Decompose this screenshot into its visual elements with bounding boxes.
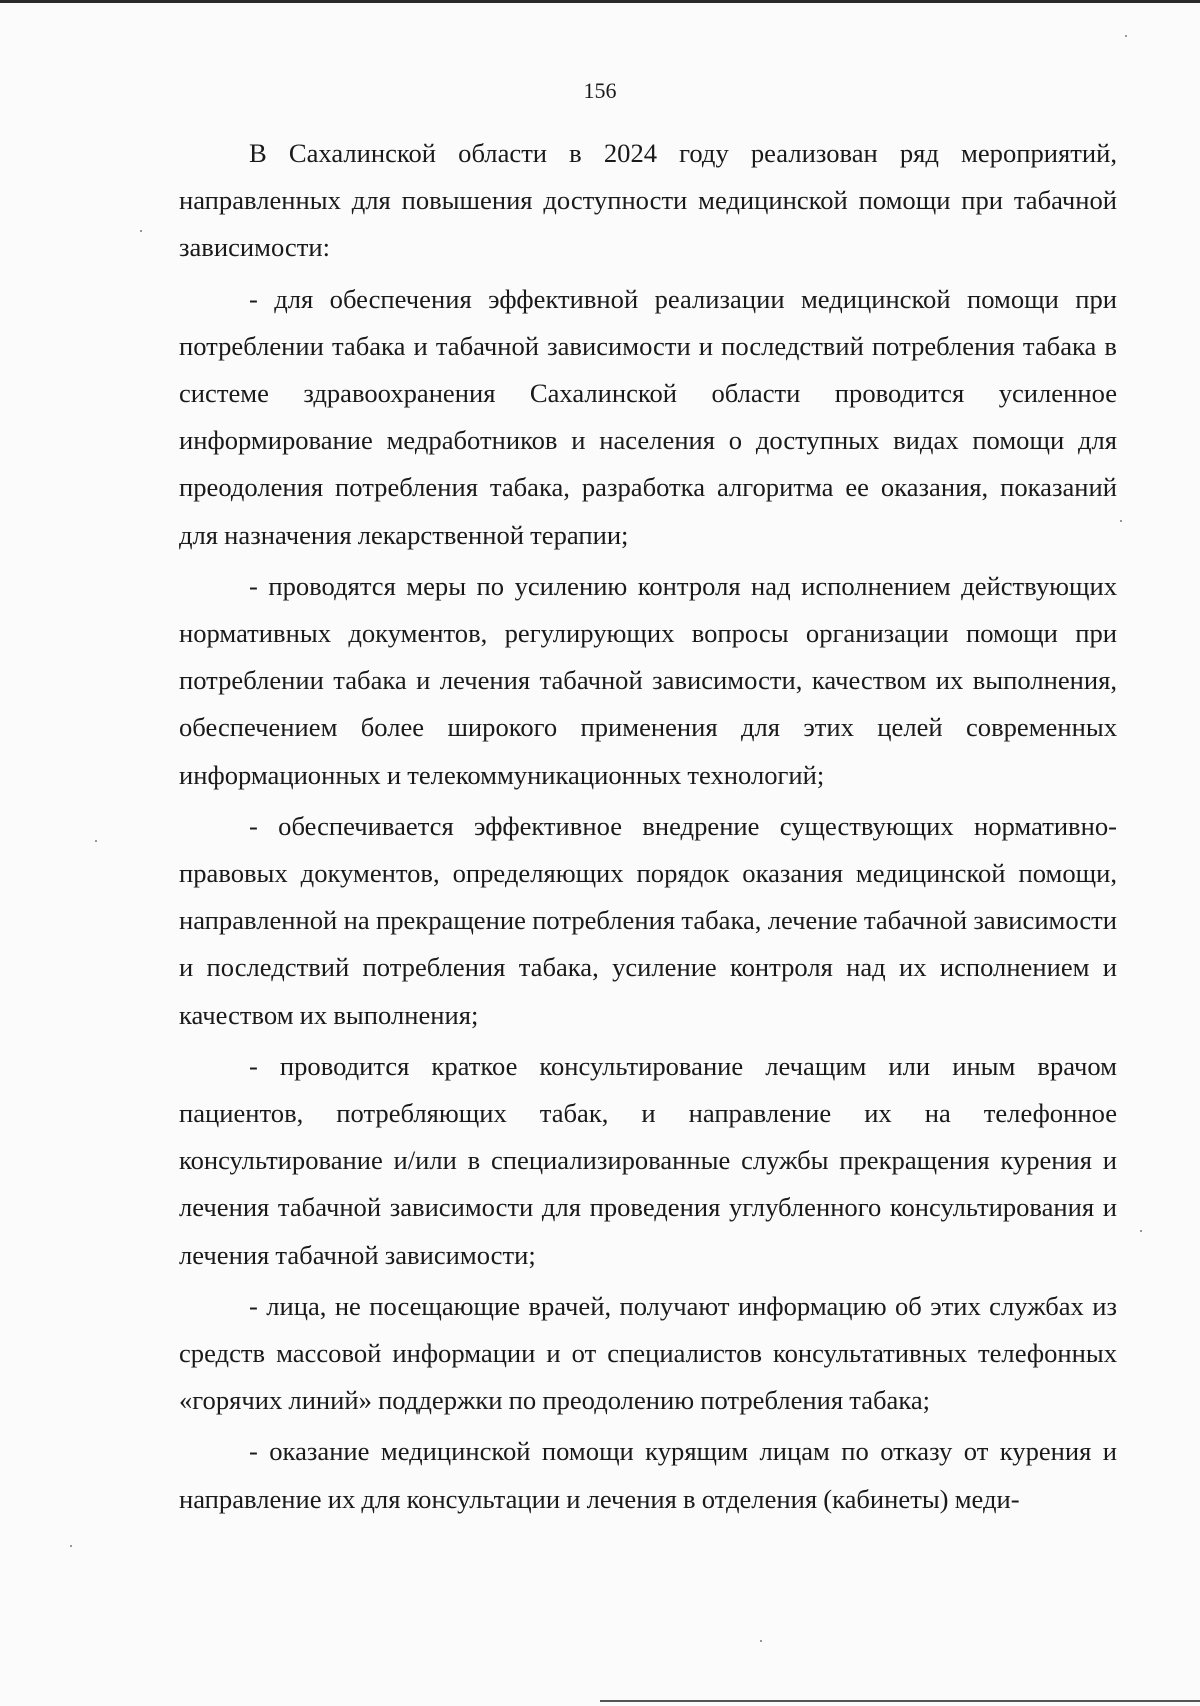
scan-speck	[760, 1640, 762, 1642]
paragraph-item: - проводится краткое консультирование лечащим или иным врачом пациентов, потребляющих табак, и направление их на телефонное консультирование и/или в специализированные службы прекращения курения и лечения табачной зависимости для проведения углубленного консультирования и лечения табачной зависимости;	[179, 1050, 1117, 1270]
page-bottom-edge	[600, 1700, 1200, 1702]
scan-speck	[140, 230, 142, 232]
body-text	[179, 130, 1117, 1527]
page-top-edge	[0, 0, 1200, 3]
scan-speck	[1125, 35, 1127, 37]
paragraph-item: - оказание медицинской помощи курящим лицам по отказу от курения и направление их для консультации и лечения в отделения (кабинеты) меди-	[179, 1436, 1117, 1514]
paragraph-item: - проводятся меры по усилению контроля над исполнением действующих нормативных документов, регулирующих вопросы организации помощи при потреблении табака и лечения табачной зависимости, качеством их выполнения, обеспечением более широкого применения для этих целей современных информационных и телекоммуникационных технологий;	[179, 570, 1117, 790]
scan-speck	[1140, 1230, 1142, 1232]
scan-speck	[1120, 520, 1122, 522]
paragraph-item: - для обеспечения эффективной реализации медицинской помощи при потреблении табака и табачной зависимости и последствий потребления табака в системе здравоохранения Сахалинской области проводится усиленное информирование медработников и населения о доступных видах помощи для преодоления потребления табака, разработка алгоритма ее оказания, показаний для назначения лекарственной терапии;	[179, 283, 1117, 550]
paragraph-item: - обеспечивается эффективное внедрение существующих нормативно-правовых документов, определяющих порядок оказания медицинской помощи, направленной на прекращение потребления табака, лечение табачной зависимости и последствий потребления табака, усиление контроля над их исполнением и качеством их выполнения;	[179, 810, 1117, 1030]
paragraph-item: - лица, не посещающие врачей, получают информацию об этих службах из средств массовой информации и от специалистов консультативных телефонных «горячих линий» поддержки по преодолению потребления табака;	[179, 1290, 1117, 1416]
paragraph-intro: В Сахалинской области в 2024 году реализован ряд мероприятий, направленных для повышения доступности медицинской помощи при табачной зависимости:	[179, 138, 1117, 263]
scan-speck	[95, 840, 97, 842]
scan-speck	[70, 1545, 72, 1547]
page-number: 156	[583, 78, 617, 103]
